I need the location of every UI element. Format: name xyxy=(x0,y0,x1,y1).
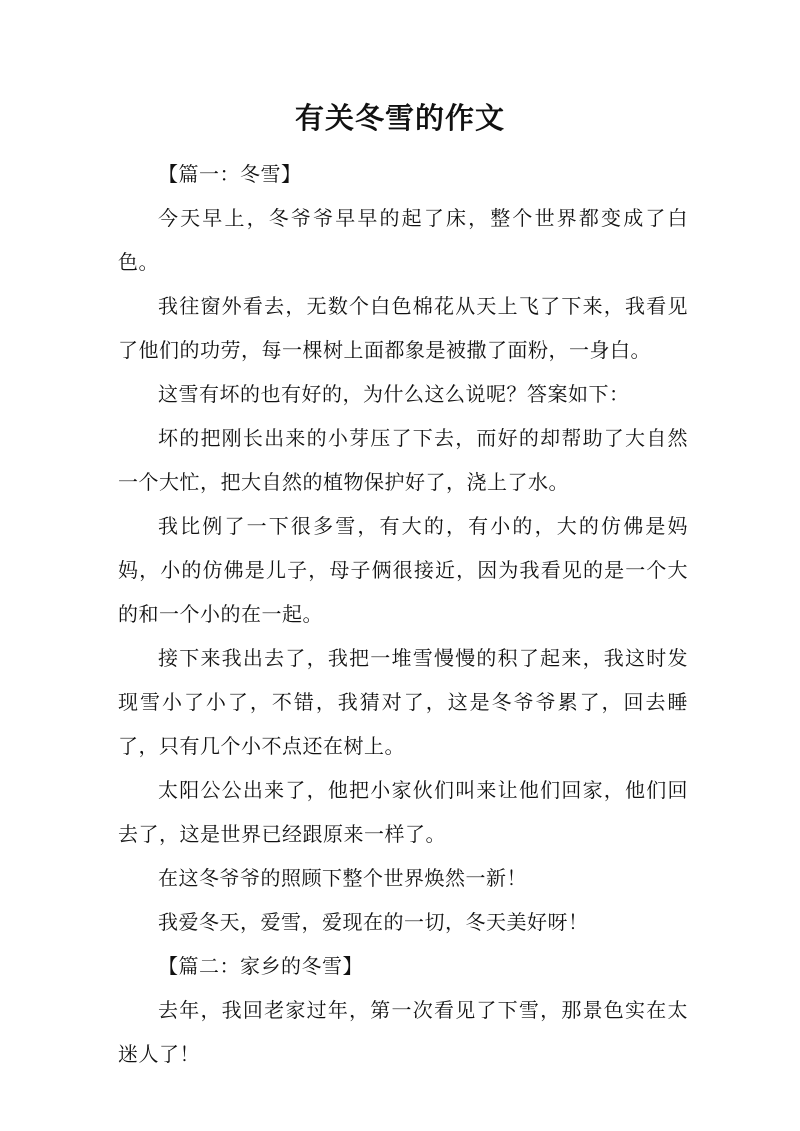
section-heading-2: 【篇二：家乡的冬雪】 xyxy=(158,954,363,978)
paragraph: 这雪有坏的也有好的，为什么这么说呢？答案如下： xyxy=(158,382,630,406)
paragraph: 去年，我回老家过年，第一次看见了下雪，那景色实在太迷人了！ xyxy=(118,998,688,1066)
essay-body xyxy=(118,152,688,1076)
paragraph: 在这冬爷爷的照顾下整个世界焕然一新！ xyxy=(158,866,527,890)
section-heading-1: 【篇一：冬雪】 xyxy=(158,162,302,186)
paragraph: 我比例了一下很多雪，有大的，有小的，大的仿佛是妈妈，小的仿佛是儿子，母子俩很接近，因为我看见的是一个大的和一个小的在一起。 xyxy=(118,514,688,626)
paragraph: 我爱冬天，爱雪，爱现在的一切，冬天美好呀！ xyxy=(158,910,589,934)
paragraph: 我往窗外看去，无数个白色棉花从天上飞了下来，我看见了他们的功劳，每一棵树上面都象是被撒了面粉，一身白。 xyxy=(118,294,688,362)
paragraph: 接下来我出去了，我把一堆雪慢慢的积了起来，我这时发现雪小了小了，不错，我猜对了，这是冬爷爷累了，回去睡了，只有几个小不点还在树上。 xyxy=(118,646,688,758)
paragraph: 太阳公公出来了，他把小家伙们叫来让他们回家，他们回去了，这是世界已经跟原来一样了。 xyxy=(118,778,688,846)
paragraph: 今天早上，冬爷爷早早的起了床，整个世界都变成了白色。 xyxy=(118,206,688,274)
document-title: 有关冬雪的作文 xyxy=(294,101,505,135)
paragraph: 坏的把刚长出来的小芽压了下去，而好的却帮助了大自然一个大忙，把大自然的植物保护好了，浇上了水。 xyxy=(118,426,688,494)
